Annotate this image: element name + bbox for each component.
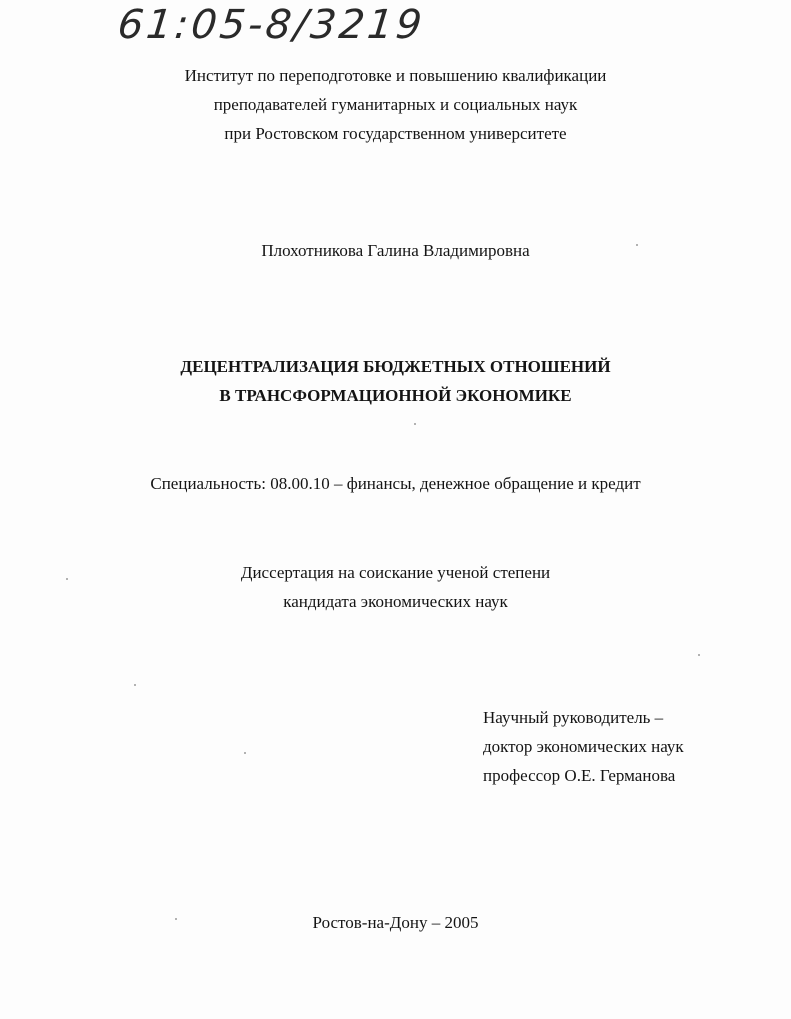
scan-speck	[414, 423, 416, 425]
advisor-line-1: Научный руководитель –	[483, 708, 664, 727]
scan-speck	[134, 684, 136, 686]
institution-line-2: преподавателей гуманитарных и социальных наук	[213, 95, 578, 114]
advisor-line-2: доктор экономических наук	[483, 737, 684, 756]
scan-speck	[175, 918, 177, 920]
scan-speck	[698, 654, 700, 656]
scan-speck	[244, 752, 246, 754]
advisor-line-3: профессор О.Е. Германова	[483, 766, 676, 785]
dissertation-title-line-2: В ТРАНСФОРМАЦИОННОЙ ЭКОНОМИКЕ	[219, 386, 572, 405]
institution-line-1: Институт по переподготовке и повышению квалификации	[184, 66, 607, 85]
degree-line-1: Диссертация на соискание ученой степени	[240, 563, 551, 582]
degree-line-2: кандидата экономических наук	[283, 592, 508, 611]
scan-speck	[636, 244, 638, 246]
place-and-year: Ростов-на-Дону – 2005	[312, 913, 479, 932]
author-name: Плохотникова Галина Владимировна	[261, 241, 530, 260]
dissertation-title-line-1: ДЕЦЕНТРАЛИЗАЦИЯ БЮДЖЕТНЫХ ОТНОШЕНИЙ	[180, 357, 611, 376]
scan-speck	[66, 578, 68, 580]
archive-number: 61:05-8/3219	[115, 2, 427, 48]
specialty: Специальность: 08.00.10 – финансы, денежное обращение и кредит	[150, 474, 641, 493]
institution-line-3: при Ростовском государственном университете	[224, 124, 567, 143]
